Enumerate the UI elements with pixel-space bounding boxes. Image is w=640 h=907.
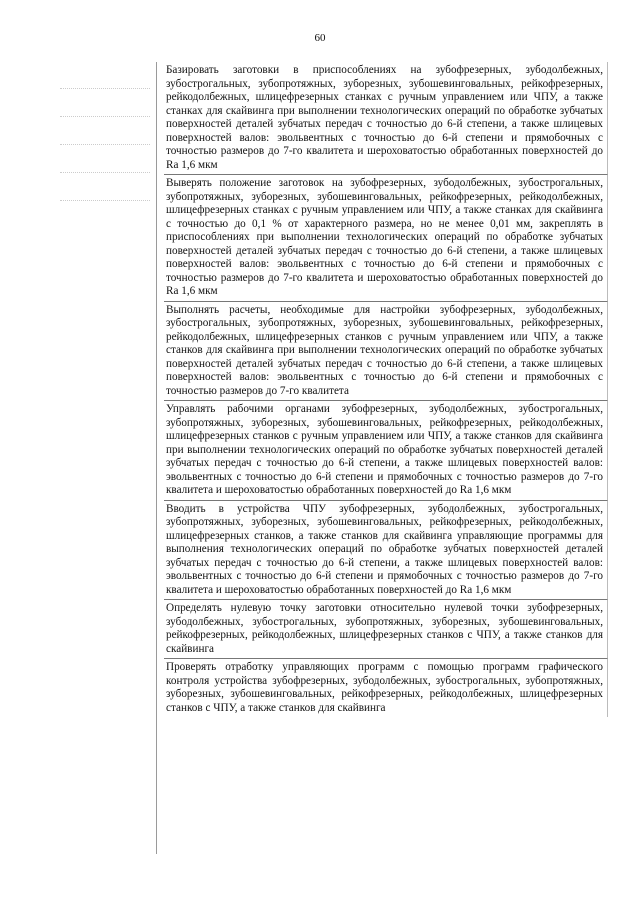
table-left-column-border (156, 62, 158, 854)
margin-mark (60, 88, 150, 90)
left-margin-marks (60, 62, 150, 228)
table-row: Проверять отработку управляющих программ с помощью программ графического контроля устройства зубофрезерных, зубодолбежных, зубострогальных, зубопротяжных, зуборезных, зубошевинговальных, рейкофрезерных, рейкодолбежных, шлицефрезерных станков с ЧПУ, а также станков для скайвинга (164, 659, 608, 717)
table-row: Управлять рабочими органами зубофрезерных, зубодолбежных, зубострогальных, зубопротяжных, зуборезных, зубошевинговальных, рейкофрезерных, рейкодолбежных, шлицефрезерных станков с ручным управлением или ЧПУ, а также станков для скайвинга при выполнении технологических операций по обработке зубчатых поверхностей деталей зубчатых передач с точностью до 6-й степени, а также шлицевых поверхностей валов: эвольвентных с точностью до 6-й степени и прямобочных с точностью размеров до 7-го квалитета и шероховатостью обработанных поверхностей до Ra 1,6 мкм (164, 401, 608, 501)
table-row: Выполнять расчеты, необходимые для настройки зубофрезерных, зубодолбежных, зубострогальных, зубопротяжных, зуборезных, зубошевинговальных, рейкофрезерных, рейкодолбежных, шлицефрезерных станков с ручным управлением или ЧПУ, а также станков для скайвинга при выполнении технологических операций по обработке зубчатых поверхностей деталей зубчатых передач с точностью до 6-й степени, а также шлицевых поверхностей валов: эвольвентных с точностью до 6-й степени и прямобочных с точностью размеров до 7-го квалитета (164, 302, 608, 402)
table-row: Базировать заготовки в приспособлениях на зубофрезерных, зубодолбежных, зубострогальных, зубопротяжных, зуборезных, зубошевинговальных, рейкофрезерных, рейкодолбежных, шлицефрезерных станках с ручным управлением или ЧПУ, а также станках для скайвинга при выполнении технологических операций по обработке зубчатых поверхностей деталей зубчатых передач с точностью до 6-й степени, а также шлицевых поверхностей валов: эвольвентных с точностью до 6-й степени и прямобочных с точностью размеров до 7-го квалитета и шероховатостью обработанных поверхностей до Ra 1,6 мкм (164, 62, 608, 175)
margin-mark (60, 116, 150, 118)
table-row: Вводить в устройства ЧПУ зубофрезерных, зубодолбежных, зубострогальных, зубопротяжных, зуборезных, зубошевинговальных, рейкофрезерных, рейкодолбежных, шлицефрезерных станков, а также станков для скайвинга управляющие программы для выполнения технологических операций по обработке зубчатых поверхностей деталей зубчатых передач с точностью до 6-й степени, а также шлицевых поверхностей валов: эвольвентных с точностью до 6-й степени и прямобочных с точностью размеров до 7-го квалитета и шероховатостью обработанных поверхностей до Ra 1,6 мкм (164, 501, 608, 601)
margin-mark (60, 200, 150, 202)
page-number: 60 (314, 32, 326, 44)
margin-mark (60, 172, 150, 174)
skills-table (164, 62, 608, 717)
table-row: Определять нулевую точку заготовки относительно нулевой точки зубофрезерных, зубодолбежных, зубострогальных, зубопротяжных, зуборезных, зубошевинговальных, рейкофрезерных, рейкодолбежных, шлицефрезерных станков с ЧПУ, а также станков для скайвинга (164, 600, 608, 659)
table-row: Выверять положение заготовок на зубофрезерных, зубодолбежных, зубострогальных, зубопротяжных, зуборезных, зубошевинговальных, рейкофрезерных, рейкодолбежных, шлицефрезерных станках с ручным управлением или ЧПУ, а также станках для скайвинга с точностью до 0,1 % от характерного размера, но не менее 0,01 мм, закреплять в приспособлениях при выполнении технологических операций по обработке зубчатых поверхностей деталей зубчатых передач с точностью до 6-й степени, а также шлицевых поверхностей валов: эвольвентных с точностью до 6-й степени и прямобочных с точностью размеров до 7-го квалитета и шероховатостью обработанных поверхностей до Ra 1,6 мкм (164, 175, 608, 302)
margin-mark (60, 144, 150, 146)
